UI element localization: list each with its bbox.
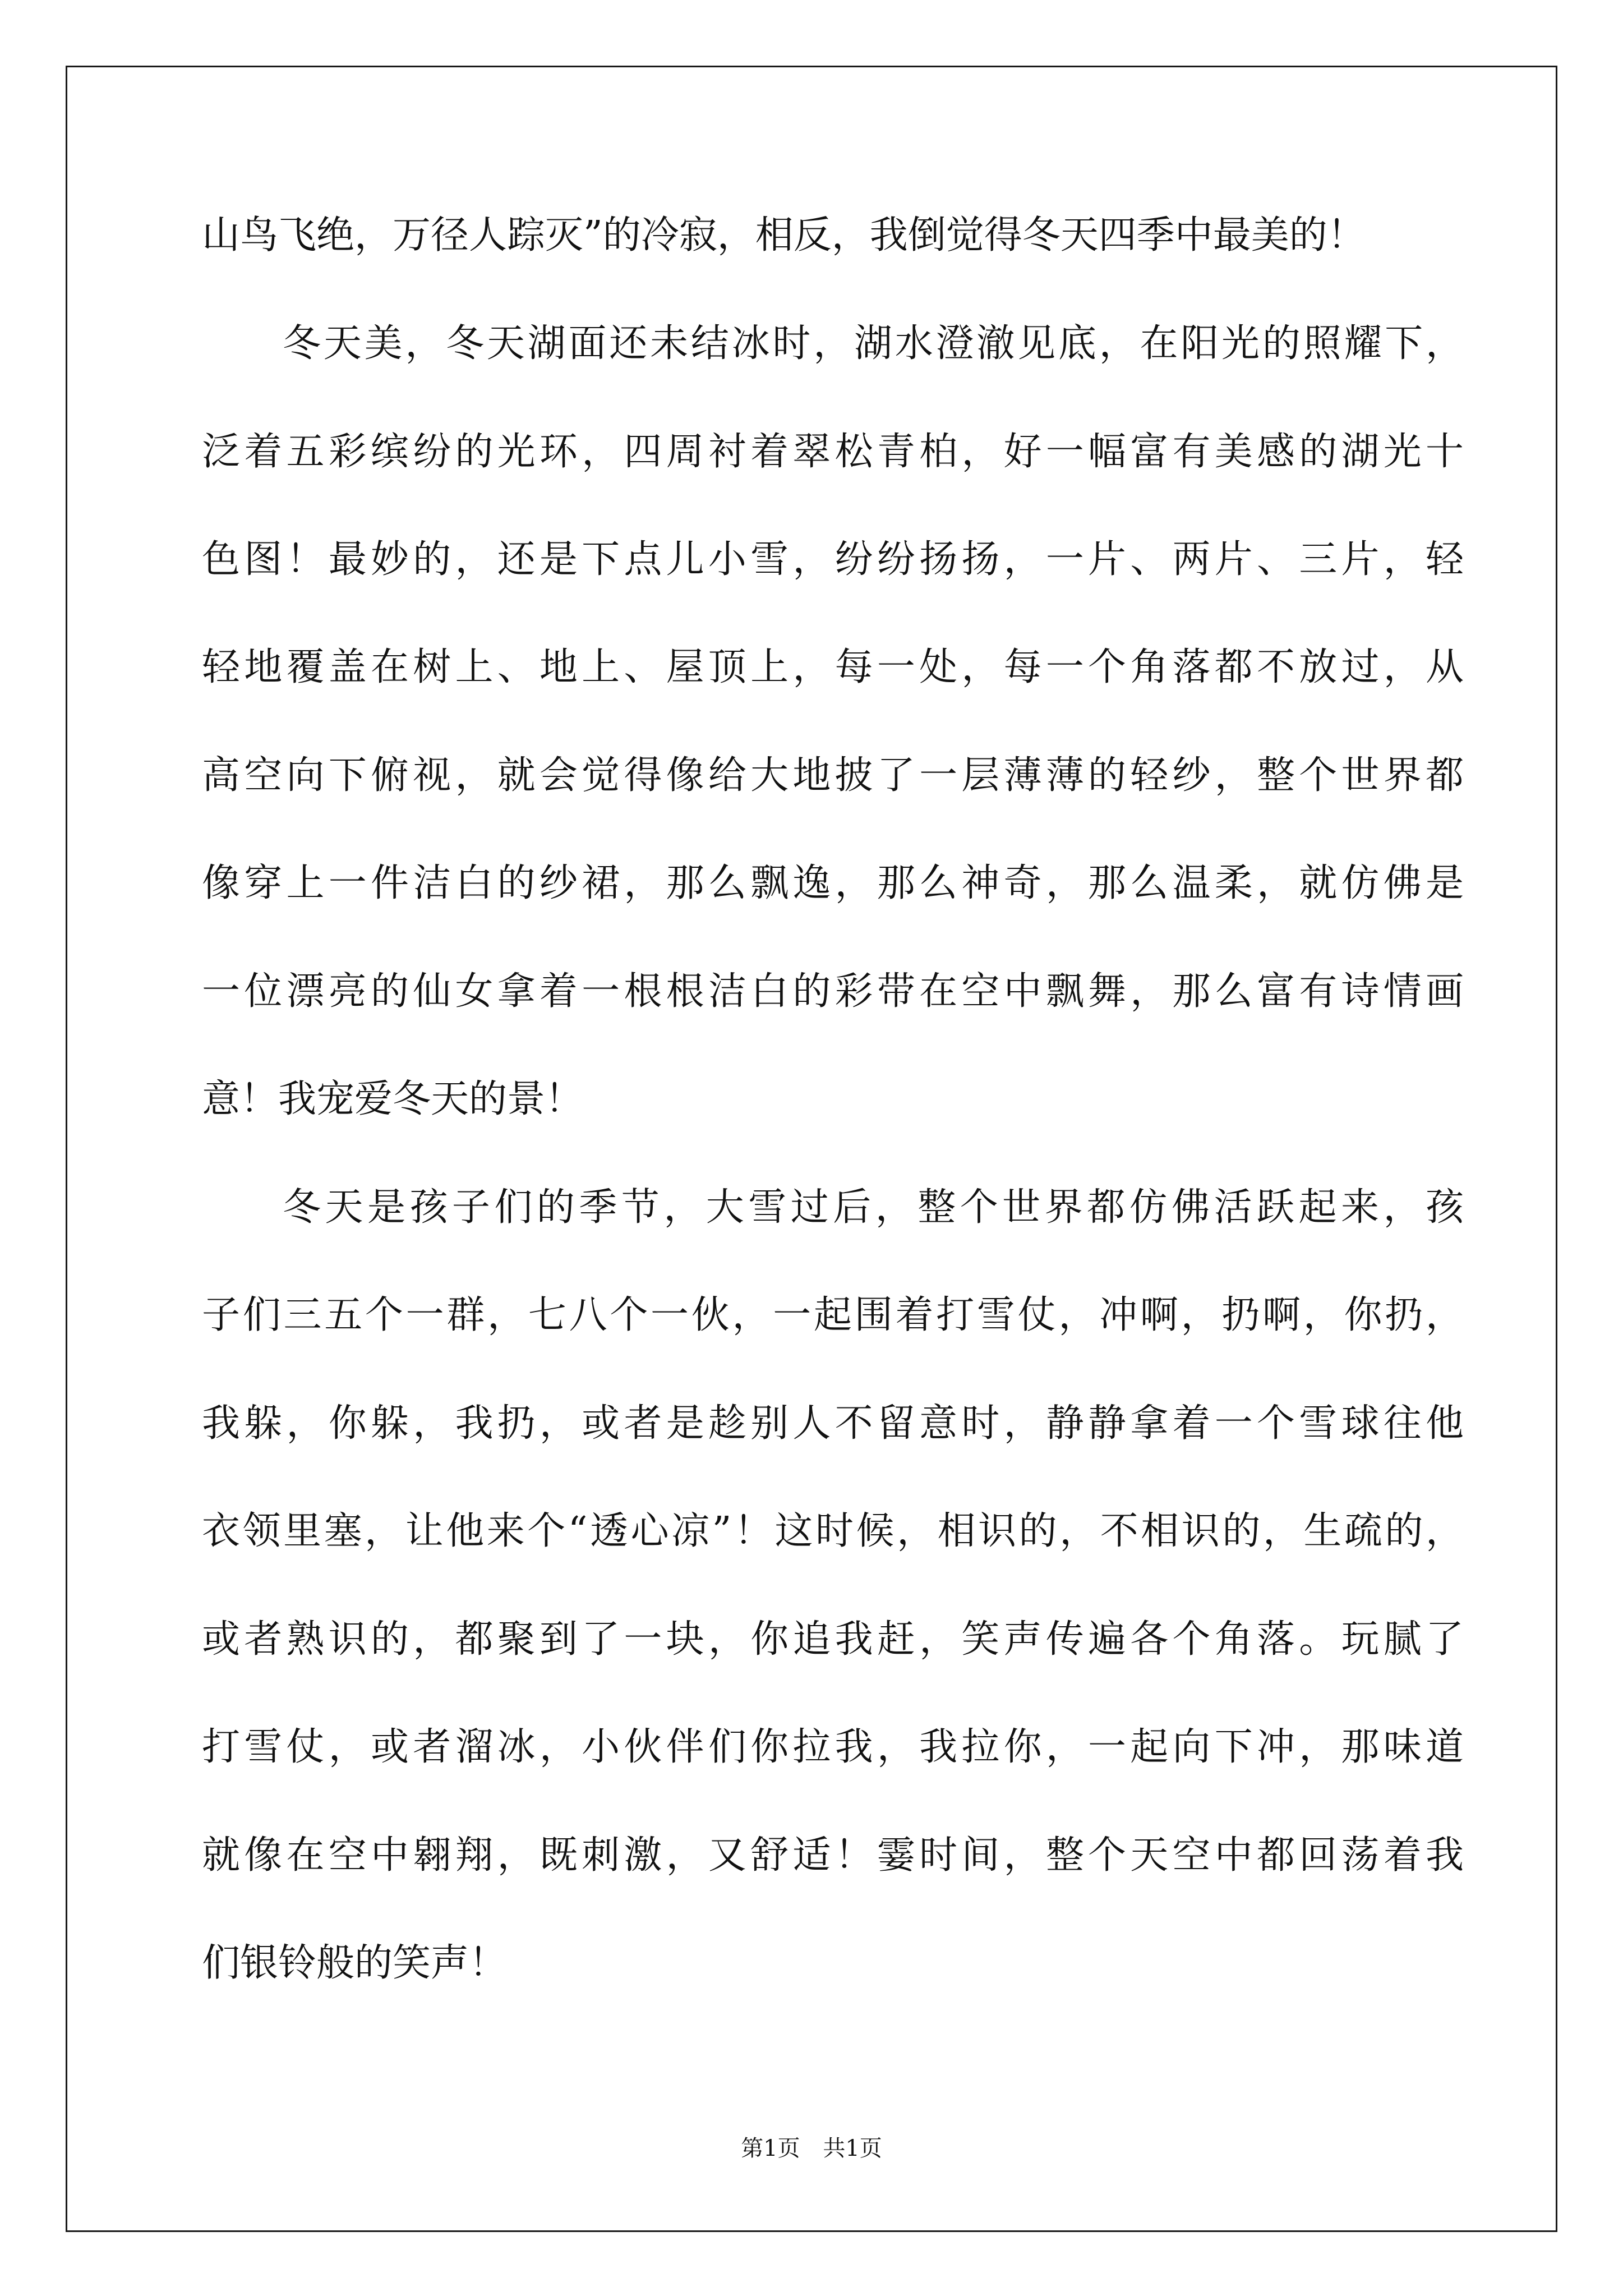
text-line: 轻地覆盖在树上、地上、屋顶上，每一处，每一个角落都不放过，从 <box>202 645 1464 689</box>
text-line: 子们三五个一群，七八个一伙，一起围着打雪仗，冲啊，扔啊，你扔， <box>202 1293 1464 1337</box>
text-line: 色图！最妙的，还是下点儿小雪，纷纷扬扬，一片、两片、三片，轻 <box>202 537 1464 582</box>
text-line: 我躲，你躲，我扔，或者是趁别人不留意时，静静拿着一个雪球往他 <box>202 1401 1464 1446</box>
text-line: 打雪仗，或者溜冰，小伙伴们你拉我，我拉你，一起向下冲，那味道 <box>202 1725 1464 1769</box>
text-line: 一位漂亮的仙女拿着一根根洁白的彩带在空中飘舞，那么富有诗情画 <box>202 969 1464 1014</box>
text-line: 山鸟飞绝，万径人踪灭”的冷寂，相反，我倒觉得冬天四季中最美的！ <box>202 213 1366 257</box>
page-footer <box>0 2132 1623 2165</box>
paragraph-first-line: 冬天美，冬天湖面还未结冰时，湖水澄澈见底，在阳光的照耀下， <box>283 321 1464 366</box>
text-line: 衣领里塞，让他来个“透心凉”！这时候，相识的，不相识的，生疏的， <box>202 1509 1464 1553</box>
page-total: 共1页 <box>823 2136 882 2161</box>
text-line: 或者熟识的，都聚到了一块，你追我赶，笑声传遍各个角落。玩腻了 <box>202 1617 1464 1662</box>
paragraph-first-line: 冬天是孩子们的季节，大雪过后，整个世界都仿佛活跃起来，孩 <box>283 1185 1464 1230</box>
text-line: 意！我宠爱冬天的景！ <box>202 1077 584 1121</box>
text-line: 泛着五彩缤纷的光环，四周衬着翠松青柏，好一幅富有美感的湖光十 <box>202 430 1464 474</box>
page-border <box>66 66 1557 2232</box>
text-line: 像穿上一件洁白的纱裙，那么飘逸，那么神奇，那么温柔，就仿佛是 <box>202 861 1464 905</box>
text-line: 们银铃般的笑声！ <box>202 1941 508 1985</box>
text-line: 就像在空中翱翔，既刺激，又舒适！霎时间，整个天空中都回荡着我 <box>202 1833 1464 1878</box>
text-line: 高空向下俯视，就会觉得像给大地披了一层薄薄的轻纱，整个世界都 <box>202 753 1464 798</box>
page-number: 第1页 <box>741 2136 800 2161</box>
